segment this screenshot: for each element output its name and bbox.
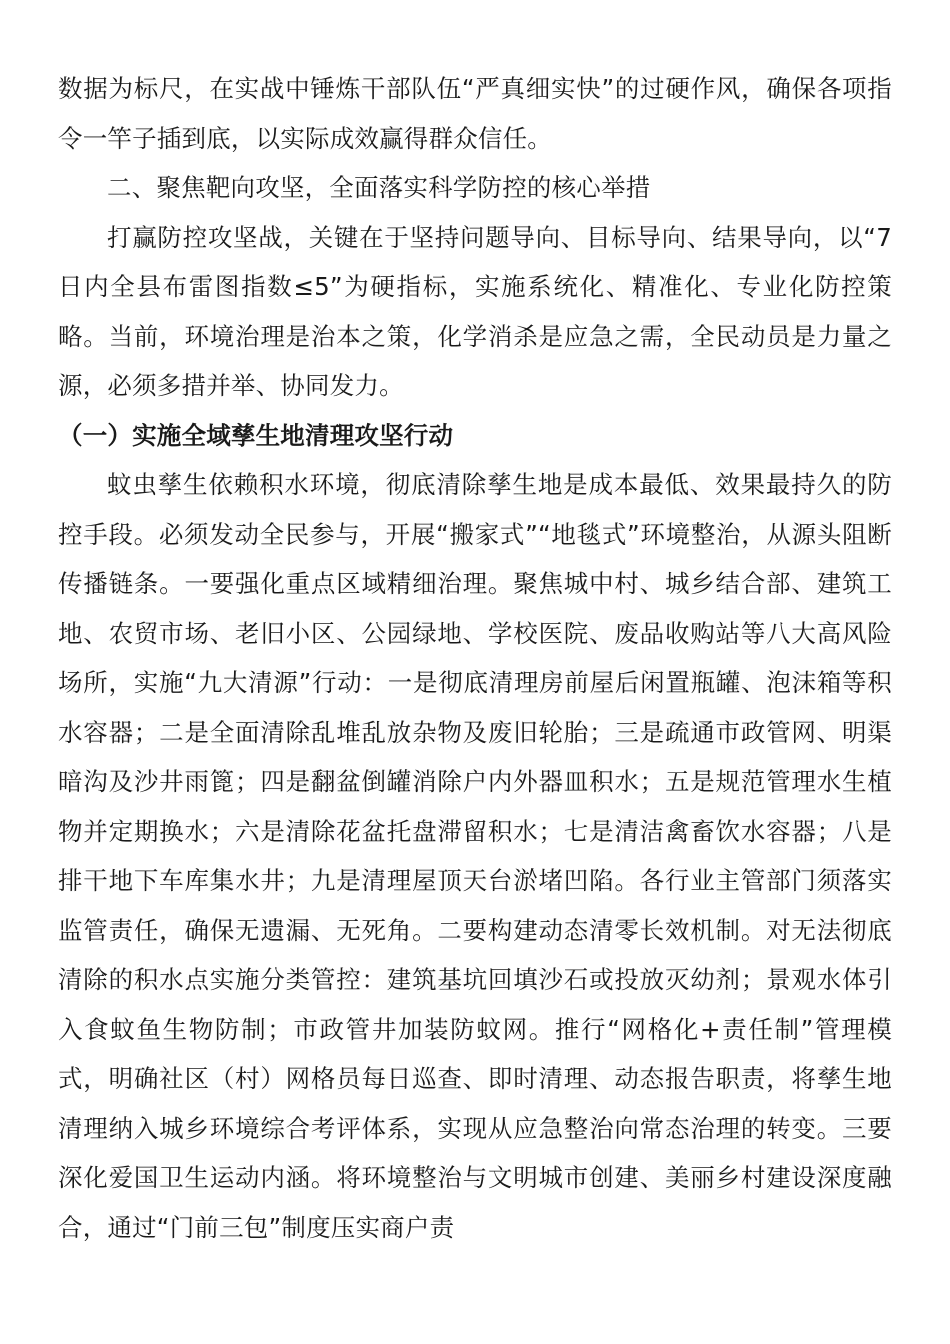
- section-heading: 二、聚焦靶向攻坚，全面落实科学防控的核心举措: [107, 173, 651, 202]
- subsection-heading: （一）实施全域孳生地清理攻坚行动: [58, 420, 454, 450]
- paragraph-continued: 数据为标尺，在实战中锤炼干部队伍“严真细实快”的过硬作风，确保各项指令一竿子插到底，以实际成效赢得群众信任。: [58, 74, 892, 153]
- document-body: [58, 64, 892, 1252]
- paragraph: 蚊虫孳生依赖积水环境，彻底清除孳生地是成本最低、效果最持久的防控手段。必须发动全民参与，开展“搬家式”“地毯式”环境整治，从源头阻断传播链条。一要强化重点区域精细治理。聚焦城中村、城乡结合部、建筑工地、农贸市场、老旧小区、公园绿地、学校医院、废品收购站等八大高风险场所，实施“九大清源”行动：一是彻底清理房前屋后闲置瓶罐、泡沫箱等积水容器；二是全面清除乱堆乱放杂物及废旧轮胎；三是疏通市政管网、明渠暗沟及沙井雨篦；四是翻盆倒罐消除户内外器皿积水；五是规范管理水生植物并定期换水；六是清除花盆托盘滞留积水；七是清洁禽畜饮水容器；八是排干地下车库集水井；九是清理屋顶天台淤堵凹陷。各行业主管部门须落实监管责任，确保无遗漏、无死角。二要构建动态清零长效机制。对无法彻底清除的积水点实施分类管控：建筑基坑回填沙石或投放灭幼剂；景观水体引入食蚊鱼生物防制；市政管井加装防蚊网。推行“网格化+责任制”管理模式，明确社区（村）网格员每日巡查、即时清理、动态报告职责，将孳生地清理纳入城乡环境综合考评体系，实现从应急整治向常态治理的转变。三要深化爱国卫生运动内涵。将环境整治与文明城市创建、美丽乡村建设深度融合，通过“门前三包”制度压实商户责: [58, 470, 892, 1242]
- paragraph: 打赢防控攻坚战，关键在于坚持问题导向、目标导向、结果导向，以“7日内全县布雷图指数≤5”为硬指标，实施系统化、精准化、专业化防控策略。当前，环境治理是治本之策，化学消杀是应急之需，全民动员是力量之源，必须多措并举、协同发力。: [58, 222, 892, 400]
